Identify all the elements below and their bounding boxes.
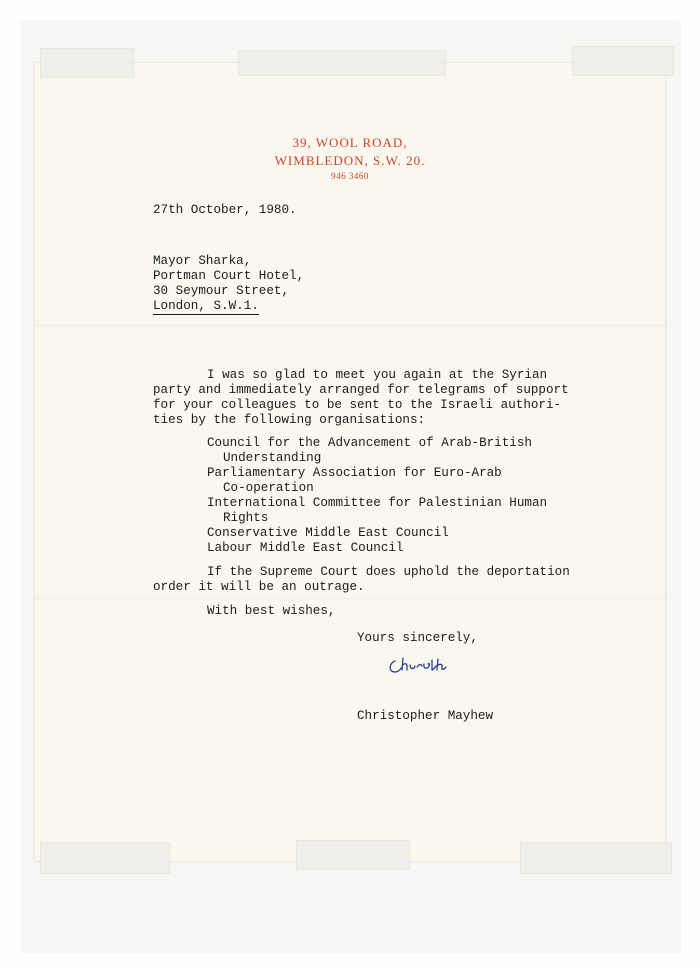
- letterhead-phone: 946 3460: [331, 171, 369, 181]
- recipient-line: London, S.W.1.: [153, 299, 259, 313]
- letterhead-address-line1: 39, WOOL ROAD,: [292, 135, 408, 150]
- signer-name: Christopher Mayhew: [357, 709, 494, 723]
- tape-strip: [40, 842, 170, 874]
- letter-page: [35, 63, 665, 861]
- body-line: If the Supreme Court does uphold the deportation: [207, 565, 570, 579]
- tape-strip: [238, 50, 446, 76]
- organisation-item-cont: Co-operation: [223, 481, 314, 495]
- tape-strip: [572, 46, 674, 76]
- body-line: I was so glad to meet you again at the Syrian: [207, 368, 548, 382]
- recipient-line: Mayor Sharka,: [153, 254, 252, 268]
- body-line: order it will be an outrage.: [153, 580, 365, 594]
- body-line: party and immediately arranged for telegrams of support: [153, 383, 569, 397]
- tape-strip: [40, 48, 134, 78]
- tape-strip: [520, 842, 672, 874]
- fold-line: [35, 325, 665, 326]
- organisation-item-cont: Understanding: [223, 451, 322, 465]
- organisation-item: Conservative Middle East Council: [207, 526, 449, 540]
- tape-strip: [296, 840, 410, 870]
- body-line: ties by the following organisations:: [153, 413, 426, 427]
- organisation-item-cont: Rights: [223, 511, 269, 525]
- closing: Yours sincerely,: [357, 631, 478, 645]
- organisation-item: Council for the Advancement of Arab-British: [207, 436, 532, 450]
- organisation-item: Parliamentary Association for Euro-Arab: [207, 466, 502, 480]
- letterhead-address-line2: WIMBLEDON, S.W. 20.: [274, 153, 426, 168]
- organisation-item: Labour Middle East Council: [207, 541, 404, 555]
- recipient-line: Portman Court Hotel,: [153, 269, 305, 283]
- letter-date: 27th October, 1980.: [153, 203, 297, 217]
- fold-line: [35, 598, 665, 599]
- signature: [385, 655, 485, 679]
- best-wishes: With best wishes,: [207, 604, 336, 618]
- body-line: for your colleagues to be sent to the Israeli authori-: [153, 398, 562, 412]
- recipient-line: 30 Seymour Street,: [153, 284, 290, 298]
- signature-stroke: [390, 658, 446, 672]
- organisation-item: International Committee for Palestinian Human: [207, 496, 548, 510]
